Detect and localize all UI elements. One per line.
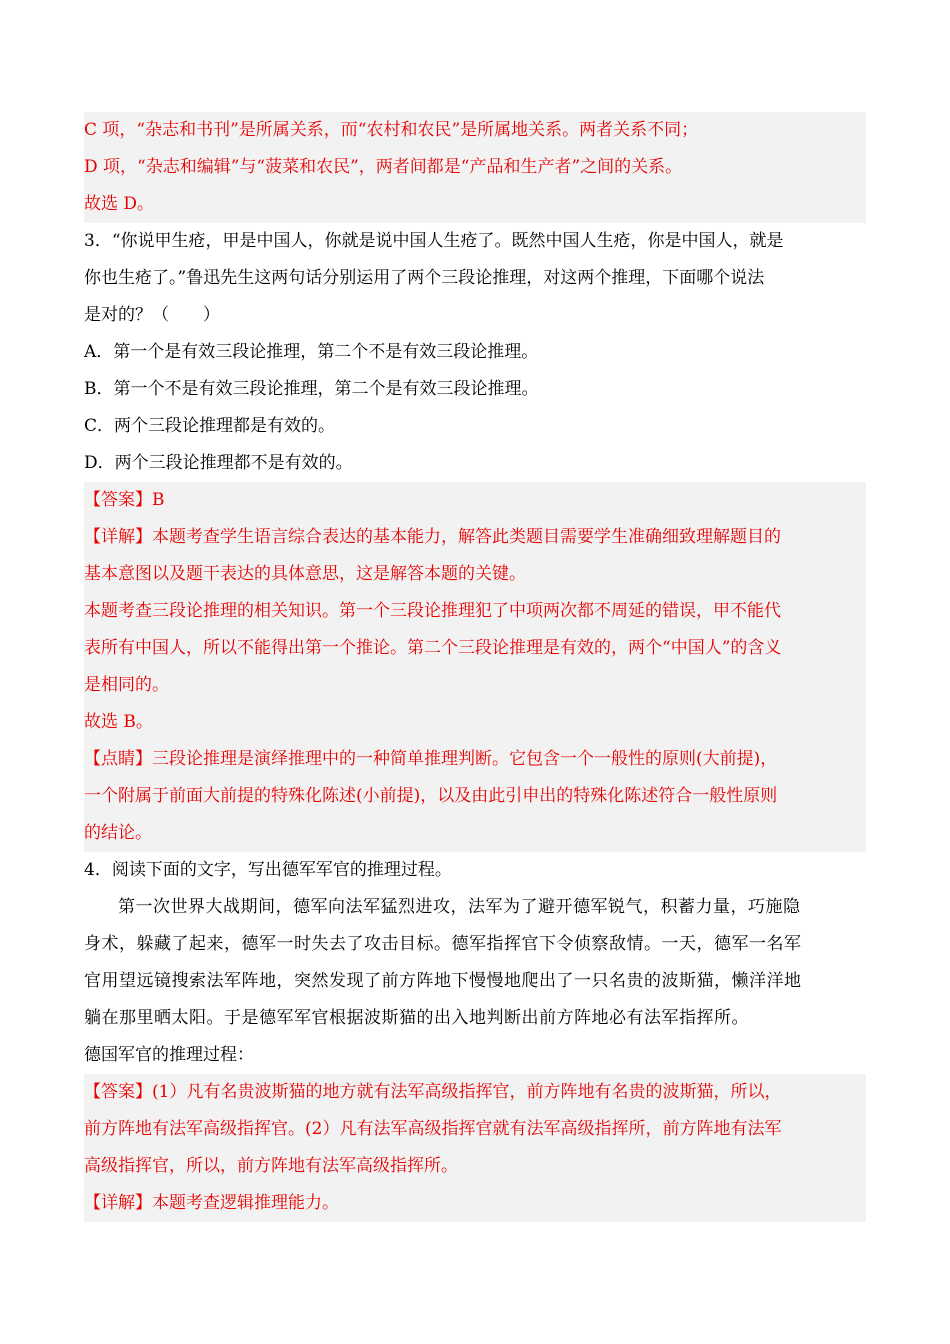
option-b: B．第一个不是有效三段论推理，第二个是有效三段论推理。 [84,379,539,399]
document-page [84,112,866,1222]
passage-line-1: 第一次世界大战期间，德军向法军猛烈进攻，法军为了避开德军锐气，积蓄力量，巧施隐 [118,897,801,917]
question-3-stem-line-2: 你也生疮了。”鲁迅先生这两句话分别运用了两个三段论推理，对这两个推理，下面哪个说法 [84,268,765,288]
answer-label: 【答案】B [84,490,165,510]
answer-line-1: 【答案】(1）凡有名贵波斯猫的地方就有法军高级指挥官，前方阵地有名贵的波斯猫，所以， [84,1082,782,1102]
explanation-line-d: D 项，“杂志和编辑”与“菠菜和农民”，两者间都是“产品和生产者”之间的关系。 [84,157,683,177]
reasoning-prompt: 德国军官的推理过程： [84,1045,254,1065]
detail-line-3: 本题考查三段论推理的相关知识。第一个三段论推理犯了中项两次都不周延的错误，甲不能代 [84,601,781,621]
explanation-line-c: C 项，“杂志和书刊”是所属关系，而“农村和农民”是所属地关系。两者关系不同； [84,120,699,140]
choose-line: 故选 B。 [84,712,153,732]
point-line-3: 的结论。 [84,823,152,843]
answer-line-2: 前方阵地有法军高级指挥官。(2）凡有法军高级指挥官就有法军高级指挥所，前方阵地有法军 [84,1119,782,1139]
question-3 [84,223,866,482]
point-line-2: 一个附属于前面大前提的特殊化陈述(小前提)，以及由此引申出的特殊化陈述符合一般性原则 [84,786,778,806]
point-line-1: 【点睛】三段论推理是演绎推理中的一种简单推理判断。它包含一个一般性的原则(大前提)， [84,749,778,769]
detail-line-1: 【详解】本题考查学生语言综合表达的基本能力，解答此类题目需要学生准确细致理解题目的 [84,527,781,547]
answer-block-question-4 [84,1074,866,1222]
option-c: C．两个三段论推理都是有效的。 [84,416,336,436]
detail-line-5: 是相同的。 [84,675,169,695]
passage-line-2: 身术，躲藏了起来，德军一时失去了攻击目标。德军指挥官下令侦察敌情。一天，德军一名军 [84,934,802,954]
answer-block-previous [84,112,866,223]
answer-block-question-3 [84,482,866,852]
question-4 [84,852,866,1074]
passage-line-3: 官用望远镜搜索法军阵地，突然发现了前方阵地下慢慢地爬出了一只名贵的波斯猫，懒洋洋地 [84,971,802,991]
question-3-stem-line-3: 是对的？（ ） [84,305,220,325]
detail-line-2: 基本意图以及题干表达的具体意思，这是解答本题的关键。 [84,564,526,584]
option-d: D．两个三段论推理都不是有效的。 [84,453,353,473]
question-3-stem-line-1: 3．“你说甲生疮，甲是中国人，你就是说中国人生疮了。既然中国人生疮，你是中国人，就是 [84,231,784,251]
question-4-stem: 4．阅读下面的文字，写出德军军官的推理过程。 [84,860,452,880]
passage-line-4: 躺在那里晒太阳。于是德军军官根据波斯猫的出入地判断出前方阵地必有法军指挥所。 [84,1008,749,1028]
answer-line-3: 高级指挥官，所以，前方阵地有法军高级指挥所。 [84,1156,458,1176]
detail-line: 【详解】本题考查逻辑推理能力。 [84,1193,339,1213]
option-a: A．第一个是有效三段论推理，第二个不是有效三段论推理。 [84,342,539,362]
choose-line: 故选 D。 [84,194,155,214]
detail-line-4: 表所有中国人，所以不能得出第一个推论。第二个三段论推理是有效的，两个“中国人”的含义 [84,638,782,658]
